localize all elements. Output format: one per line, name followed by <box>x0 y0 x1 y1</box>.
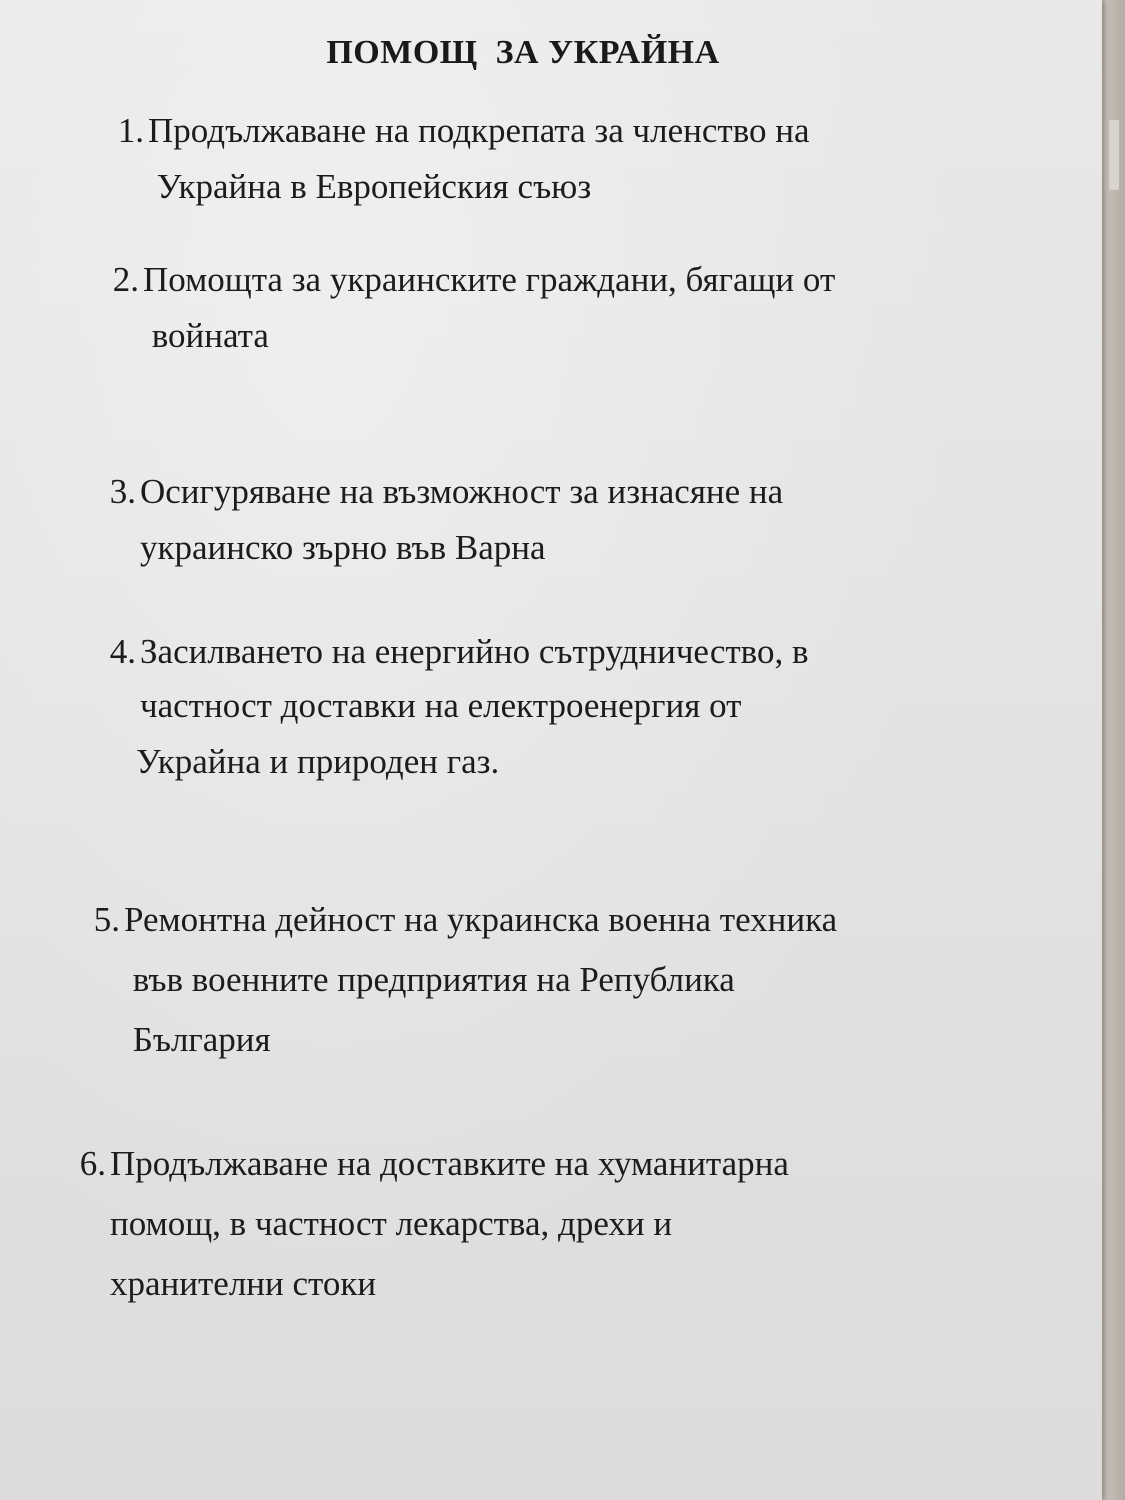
item-line: войната <box>143 316 269 355</box>
item-line: във военните предприятия на Република <box>124 960 735 999</box>
item-line: Ремонтна дейност на украинска военна техника <box>124 900 838 939</box>
list-item-3 <box>100 464 1000 584</box>
item-number: 6. <box>79 1144 106 1183</box>
item-line: Помощта за украинските граждани, бягащи от <box>143 260 836 299</box>
list-item-5 <box>84 892 1014 1062</box>
list-item-1 <box>108 103 1008 223</box>
item-line: помощ, в частност лекарства, дрехи и <box>110 1204 673 1243</box>
item-line: украинско зърно във Варна <box>140 528 546 567</box>
item-number: 2. <box>112 260 139 299</box>
item-line: хранителни стоки <box>110 1264 377 1303</box>
desk-object <box>1109 120 1119 190</box>
list-item-2 <box>103 252 1003 372</box>
item-line: Продължаване на доставките на хуманитарна <box>110 1144 789 1183</box>
item-line: частност доставки на електроенергия от <box>140 686 742 725</box>
item-line: Продължаване на подкрепата за членство на <box>148 111 810 150</box>
item-number: 1. <box>117 111 144 150</box>
item-line: Засилването на енергийно сътрудничество, в <box>140 632 809 671</box>
item-number: 3. <box>109 472 136 511</box>
item-line: България <box>124 1020 271 1059</box>
document-title: ПОМОЩ ЗА УКРАЙНА <box>326 34 720 71</box>
list-item-6 <box>70 1136 1000 1316</box>
list-item-4 <box>100 624 1000 794</box>
item-line: Осигуряване на възможност за изнасяне на <box>140 472 784 511</box>
item-number: 4. <box>109 632 136 671</box>
item-line: Украйна в Европейския съюз <box>148 167 592 206</box>
item-line: Украйна и природен газ. <box>136 742 500 781</box>
item-number: 5. <box>93 900 120 939</box>
